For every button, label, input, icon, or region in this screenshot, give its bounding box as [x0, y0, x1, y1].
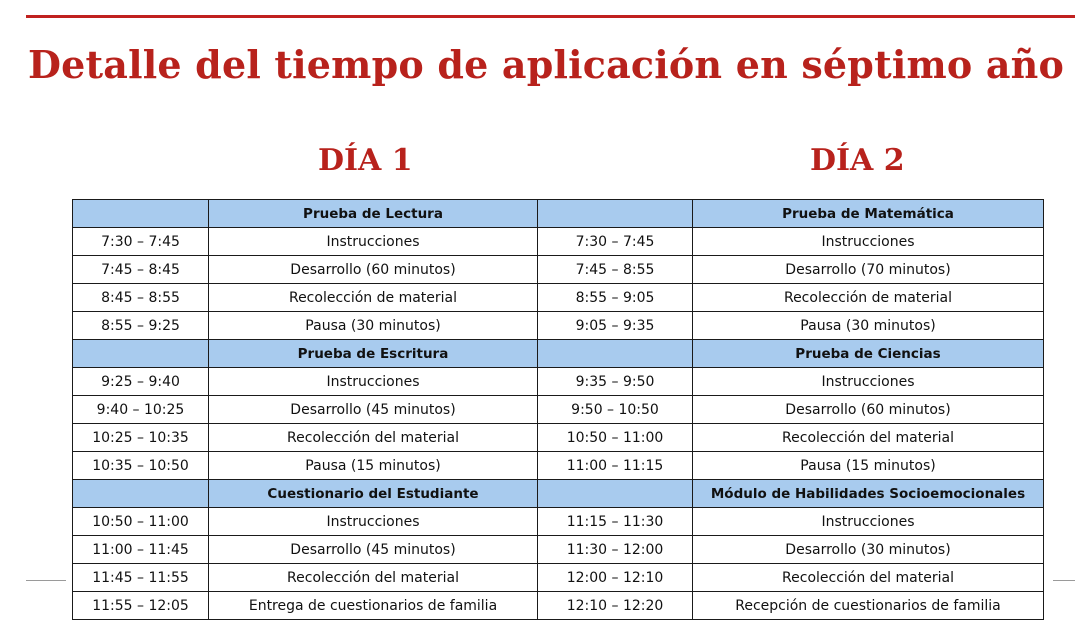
day2-activity-cell: Recolección del material — [693, 424, 1044, 452]
slide-title: Detalle del tiempo de aplicación en séptimo año — [28, 42, 1065, 87]
table-row — [73, 396, 1044, 424]
header-blank-cell — [73, 340, 209, 368]
day2-time-cell: 10:50 – 11:00 — [538, 424, 693, 452]
table-row — [73, 312, 1044, 340]
day1-time-cell: 8:55 – 9:25 — [73, 312, 209, 340]
day1-time-cell: 7:45 – 8:45 — [73, 256, 209, 284]
day2-section-heading: Módulo de Habilidades Socioemocionales — [693, 480, 1044, 508]
header-blank-cell — [73, 200, 209, 228]
table-row — [73, 368, 1044, 396]
day1-section-heading: Prueba de Lectura — [209, 200, 538, 228]
day2-time-cell: 12:00 – 12:10 — [538, 564, 693, 592]
table-row — [73, 284, 1044, 312]
day1-section-heading: Prueba de Escritura — [209, 340, 538, 368]
day2-time-cell: 12:10 – 12:20 — [538, 592, 693, 620]
day2-time-cell: 11:30 – 12:00 — [538, 536, 693, 564]
day2-time-cell: 11:00 – 11:15 — [538, 452, 693, 480]
day1-activity-cell: Pausa (30 minutos) — [209, 312, 538, 340]
day2-activity-cell: Instrucciones — [693, 228, 1044, 256]
day2-time-cell: 9:50 – 10:50 — [538, 396, 693, 424]
day1-section-heading: Cuestionario del Estudiante — [209, 480, 538, 508]
day1-activity-cell: Instrucciones — [209, 228, 538, 256]
schedule-table — [72, 199, 1044, 620]
table-row — [73, 424, 1044, 452]
day2-activity-cell: Desarrollo (30 minutos) — [693, 536, 1044, 564]
day1-activity-cell: Recolección del material — [209, 564, 538, 592]
header-blank-cell — [538, 480, 693, 508]
day1-activity-cell: Entrega de cuestionarios de familia — [209, 592, 538, 620]
day2-activity-cell: Desarrollo (70 minutos) — [693, 256, 1044, 284]
day-2-title: DÍA 2 — [810, 143, 905, 178]
day2-time-cell: 9:05 – 9:35 — [538, 312, 693, 340]
day2-activity-cell: Recolección del material — [693, 564, 1044, 592]
table-row — [73, 256, 1044, 284]
section-header-row — [73, 480, 1044, 508]
day2-activity-cell: Instrucciones — [693, 368, 1044, 396]
day1-time-cell: 8:45 – 8:55 — [73, 284, 209, 312]
day1-activity-cell: Instrucciones — [209, 508, 538, 536]
top-divider — [26, 15, 1075, 18]
day1-activity-cell: Desarrollo (60 minutos) — [209, 256, 538, 284]
header-blank-cell — [538, 340, 693, 368]
table-row — [73, 508, 1044, 536]
table-row — [73, 536, 1044, 564]
day2-activity-cell: Instrucciones — [693, 508, 1044, 536]
header-blank-cell — [538, 200, 693, 228]
section-header-row — [73, 340, 1044, 368]
day2-activity-cell: Desarrollo (60 minutos) — [693, 396, 1044, 424]
day2-section-heading: Prueba de Ciencias — [693, 340, 1044, 368]
footer-divider-right — [1053, 580, 1075, 581]
day2-activity-cell: Pausa (15 minutos) — [693, 452, 1044, 480]
day2-activity-cell: Recolección de material — [693, 284, 1044, 312]
day1-time-cell: 10:25 – 10:35 — [73, 424, 209, 452]
day1-time-cell: 9:40 – 10:25 — [73, 396, 209, 424]
day1-time-cell: 11:00 – 11:45 — [73, 536, 209, 564]
table-row — [73, 592, 1044, 620]
day1-activity-cell: Desarrollo (45 minutos) — [209, 536, 538, 564]
day2-time-cell: 8:55 – 9:05 — [538, 284, 693, 312]
day2-time-cell: 11:15 – 11:30 — [538, 508, 693, 536]
day2-time-cell: 7:45 – 8:55 — [538, 256, 693, 284]
day1-time-cell: 10:50 – 11:00 — [73, 508, 209, 536]
footer-divider-left — [26, 580, 66, 581]
day1-activity-cell: Instrucciones — [209, 368, 538, 396]
day1-activity-cell: Pausa (15 minutos) — [209, 452, 538, 480]
day1-time-cell: 9:25 – 9:40 — [73, 368, 209, 396]
day1-activity-cell: Recolección del material — [209, 424, 538, 452]
day2-time-cell: 7:30 – 7:45 — [538, 228, 693, 256]
day2-activity-cell: Pausa (30 minutos) — [693, 312, 1044, 340]
section-header-row — [73, 200, 1044, 228]
day1-time-cell: 11:55 – 12:05 — [73, 592, 209, 620]
day-1-title: DÍA 1 — [318, 143, 413, 178]
table-row — [73, 452, 1044, 480]
day2-section-heading: Prueba de Matemática — [693, 200, 1044, 228]
day2-time-cell: 9:35 – 9:50 — [538, 368, 693, 396]
table-row — [73, 564, 1044, 592]
table-row — [73, 228, 1044, 256]
day1-time-cell: 10:35 – 10:50 — [73, 452, 209, 480]
day1-time-cell: 11:45 – 11:55 — [73, 564, 209, 592]
day1-time-cell: 7:30 – 7:45 — [73, 228, 209, 256]
header-blank-cell — [73, 480, 209, 508]
day1-activity-cell: Recolección de material — [209, 284, 538, 312]
day1-activity-cell: Desarrollo (45 minutos) — [209, 396, 538, 424]
day2-activity-cell: Recepción de cuestionarios de familia — [693, 592, 1044, 620]
